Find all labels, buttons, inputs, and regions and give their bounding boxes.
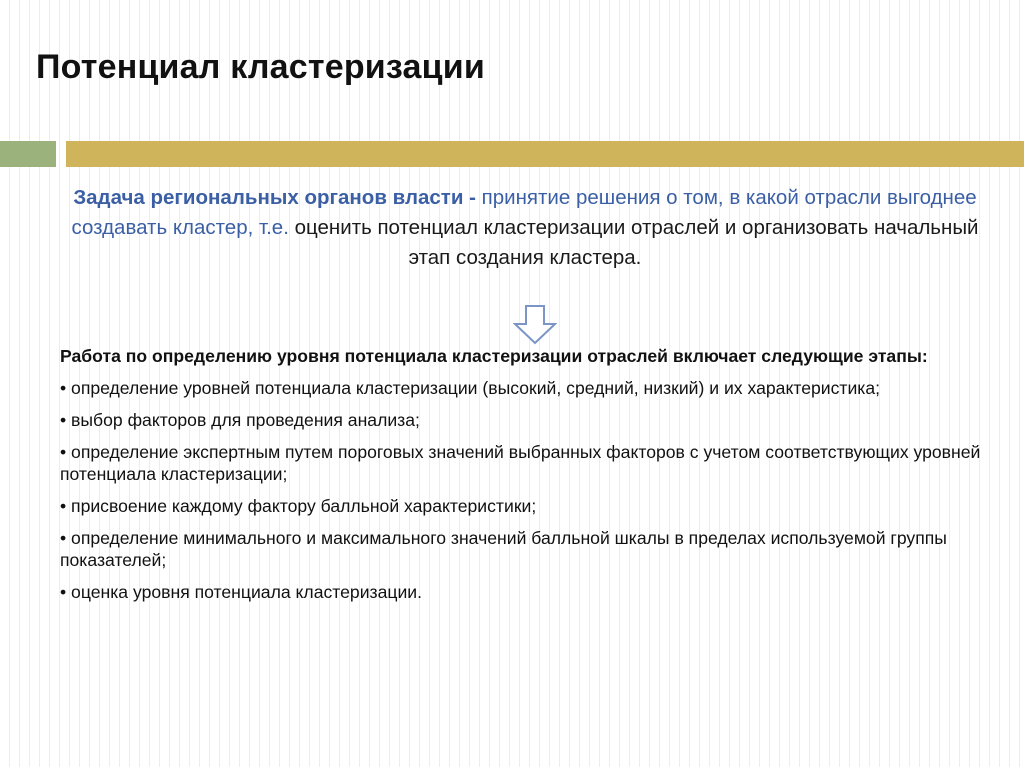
stages-heading: Работа по определению уровня потенциала кластеризации отраслей включает следующие этапы: [60, 346, 928, 366]
main-content [60, 345, 988, 613]
intro-text: оценить потенциал кластеризации отраслей и организовать начальный этап создания кластера. [288, 216, 979, 269]
list-item: • выбор факторов для проведения анализа; [60, 410, 420, 430]
intro-emphasis: Задача региональных органов власти - [73, 186, 476, 209]
list-item: • присвоение каждому фактору балльной характеристики; [60, 496, 537, 516]
intro-highlight: принятие решения о том, в какой отрасли выгоднее создавать кластер, т.е. [71, 186, 977, 239]
list-item: • определение минимального и максимального значений балльной шкалы в пределах используемой группы показателей; [60, 528, 947, 570]
arrow-down-icon [513, 305, 557, 345]
page-title: Потенциал кластеризации [36, 48, 485, 86]
list-item: • определение экспертным путем пороговых значений выбранных факторов с учетом соответствующих уровней потенциала кластеризации; [60, 442, 981, 484]
intro-paragraph [60, 183, 990, 273]
list-item: • оценка уровня потенциала кластеризации. [60, 582, 423, 602]
stages-list [60, 377, 988, 603]
decorative-band-left [0, 141, 56, 167]
list-item: • определение уровней потенциала кластеризации (высокий, средний, низкий) и их характеристика; [60, 378, 881, 398]
decorative-band-right [66, 141, 1024, 167]
